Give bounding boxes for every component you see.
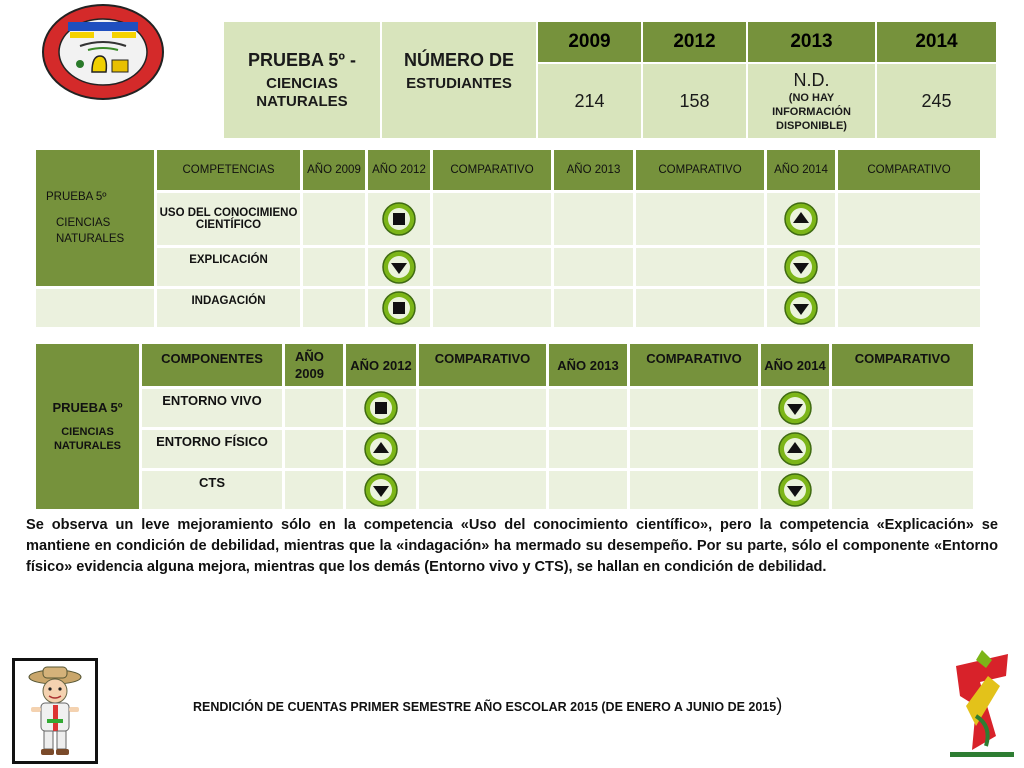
cell-comparativo	[419, 471, 546, 509]
cell-2012	[346, 430, 416, 468]
cell-comparativo	[838, 248, 980, 286]
students-subtitle: ESTUDIANTES	[406, 75, 512, 92]
cell-comparativo	[433, 193, 551, 245]
header-comparativo-3: COMPARATIVO	[838, 150, 980, 190]
componentes-side-label	[36, 344, 139, 509]
cell-2013	[549, 389, 627, 427]
row-label: CTS	[142, 471, 282, 509]
cell-2013	[554, 193, 633, 245]
footer-caption	[193, 695, 782, 716]
cell-2014	[761, 389, 829, 427]
year-2012-header: 2012	[643, 22, 746, 62]
table-row	[36, 471, 973, 509]
cell-2014	[767, 193, 835, 245]
analysis-note: Se observa un leve mejoramiento sólo en la competencia «Uso del conocimiento científico», pero la competencia «Explicación» se mantiene en condición de debilidad, mientras que la «indagación» ha mermado su desempeño. Por su parte, sólo el componente «Entorno físico» evidencia alguna mejora, mientras que los demás (Entorno vivo y CTS), se hallan en condición de debilidad.	[26, 517, 998, 575]
cell-2009	[303, 289, 365, 327]
test-title-cell	[224, 22, 380, 138]
row-label: ENTORNO VIVO	[142, 389, 282, 427]
cell-comparativo	[630, 389, 758, 427]
row-label: USO DEL CONOCIMIENO CIENTÍFICO	[157, 193, 300, 245]
table-row	[36, 389, 973, 427]
cell-comparativo	[636, 193, 764, 245]
cell-2012	[368, 248, 430, 286]
header-comparativo-1: COMPARATIVO	[433, 150, 551, 190]
row-label: EXPLICACIÓN	[157, 248, 300, 286]
down-arrow-icon	[777, 472, 813, 508]
cell-2014	[761, 430, 829, 468]
cell-comparativo	[838, 289, 980, 327]
institution-emblem-logo	[946, 646, 1018, 762]
cell-comparativo	[838, 193, 980, 245]
cell-comparativo	[630, 471, 758, 509]
not-available-note: (NO HAY INFORMACIÓN DISPONIBLE)	[772, 91, 851, 132]
cell-2013	[554, 248, 633, 286]
header-componentes: COMPONENTES	[142, 344, 282, 386]
cell-2009	[303, 193, 365, 245]
side-test-label: PRUEBA 5º	[52, 400, 123, 415]
equal-status-icon	[381, 201, 417, 237]
side-subject-label: CIENCIAS NATURALES	[56, 217, 125, 245]
header-ano-2013: AÑO 2013	[549, 344, 627, 386]
cell-2012	[346, 471, 416, 509]
table-row	[36, 248, 980, 286]
cell-2013	[549, 471, 627, 509]
header-comparativo-3: COMPARATIVO	[832, 344, 973, 386]
year-2009-header: 2009	[538, 22, 641, 62]
header-ano-2012: AÑO 2012	[368, 150, 430, 190]
cell-2012	[368, 193, 430, 245]
competencias-side-label	[36, 150, 154, 286]
side-spacer	[36, 289, 154, 327]
row-label: ENTORNO FÍSICO	[142, 430, 282, 468]
year-2014-header: 2014	[877, 22, 996, 62]
footer-close-paren: )	[776, 695, 783, 715]
up-arrow-icon	[777, 431, 813, 467]
cell-2012	[346, 389, 416, 427]
cell-comparativo	[419, 430, 546, 468]
cell-comparativo	[832, 430, 973, 468]
up-arrow-icon	[363, 431, 399, 467]
header-competencias: COMPETENCIAS	[157, 150, 300, 190]
table-row	[36, 430, 973, 468]
cell-2014	[767, 248, 835, 286]
header-ano-2013: AÑO 2013	[554, 150, 633, 190]
test-title: PRUEBA 5º -	[248, 49, 356, 70]
cell-comparativo	[832, 471, 973, 509]
down-arrow-icon	[783, 249, 819, 285]
students-2012: 158	[643, 64, 746, 138]
equal-status-icon	[381, 290, 417, 326]
cell-2014	[761, 471, 829, 509]
cell-2014	[767, 289, 835, 327]
footer-text: RENDICIÓN DE CUENTAS PRIMER SEMESTRE AÑO ESCOLAR 2015 (DE ENERO A JUNIO DE 2015	[193, 700, 777, 714]
header-comparativo-2: COMPARATIVO	[630, 344, 758, 386]
cell-2009	[285, 389, 343, 427]
componentes-table	[33, 341, 976, 512]
students-title: NÚMERO DE	[403, 50, 514, 70]
down-arrow-icon	[783, 290, 819, 326]
child-illustration	[12, 658, 98, 764]
cell-comparativo	[832, 389, 973, 427]
cell-2009	[285, 430, 343, 468]
test-subtitle: CIENCIAS NATURALES	[256, 74, 348, 110]
cell-comparativo	[433, 289, 551, 327]
cell-comparativo	[636, 289, 764, 327]
down-arrow-icon	[363, 472, 399, 508]
cell-2013	[549, 430, 627, 468]
cell-2013	[554, 289, 633, 327]
header-ano-2009: AÑO 2009	[303, 150, 365, 190]
header-comparativo-1: COMPARATIVO	[419, 344, 546, 386]
down-arrow-icon	[381, 249, 417, 285]
cell-2009	[303, 248, 365, 286]
students-2014: 245	[877, 64, 996, 138]
school-crest-logo	[40, 2, 166, 102]
up-arrow-icon	[783, 201, 819, 237]
students-2013	[748, 64, 875, 138]
down-arrow-icon	[777, 390, 813, 426]
header-ano-2014: AÑO 2014	[761, 344, 829, 386]
row-label: INDAGACIÓN	[157, 289, 300, 327]
cell-2012	[368, 289, 430, 327]
cell-comparativo	[636, 248, 764, 286]
header-ano-2014: AÑO 2014	[767, 150, 835, 190]
table-row	[36, 193, 980, 245]
cell-comparativo	[433, 248, 551, 286]
cell-comparativo	[419, 389, 546, 427]
header-ano-2009: AÑO 2009	[285, 344, 343, 386]
students-summary	[222, 20, 998, 140]
side-subject-label: CIENCIAS NATURALES	[53, 426, 121, 452]
year-2013-header: 2013	[748, 22, 875, 62]
equal-status-icon	[363, 390, 399, 426]
cell-2009	[285, 471, 343, 509]
header-ano-2012: AÑO 2012	[346, 344, 416, 386]
students-title-cell	[382, 22, 536, 138]
not-available-label: N.D.	[793, 69, 830, 90]
table-row	[36, 289, 980, 327]
side-test-label: PRUEBA 5º	[46, 191, 107, 203]
competencias-table	[33, 147, 983, 330]
cell-comparativo	[630, 430, 758, 468]
header-comparativo-2: COMPARATIVO	[636, 150, 764, 190]
students-2009: 214	[538, 64, 641, 138]
